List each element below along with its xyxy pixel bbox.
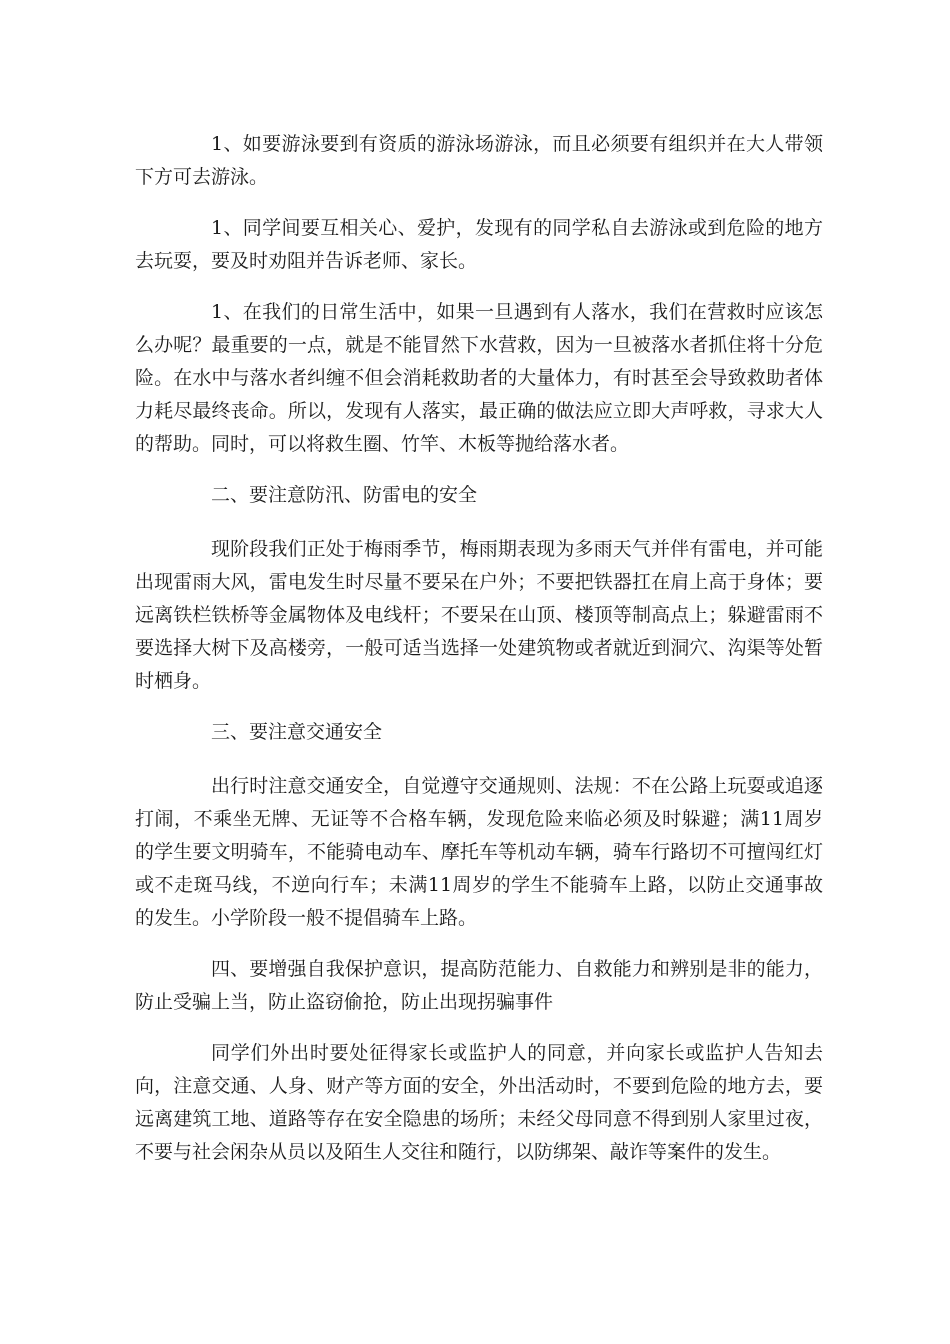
heading-traffic-safety: 三、要注意交通安全: [211, 721, 383, 743]
heading-flood-lightning-safety: 二、要注意防汛、防雷电的安全: [211, 484, 478, 506]
paragraph-swimming-rule: 1、如要游泳要到有资质的游泳场游泳，而且必须要有组织并在大人带领下方可去游泳。: [135, 133, 823, 188]
paragraph-peer-care: 1、同学间要互相关心、爱护，发现有的同学私自去游泳或到危险的地方去玩耍，要及时劝阻并告诉老师、家长。: [135, 217, 823, 272]
document-page: [135, 128, 823, 1187]
paragraph-traffic-rules: 出行时注意交通安全，自觉遵守交通规则、法规：不在公路上玩耍或追逐打闹，不乘坐无牌、无证等不合格车辆，发现危险来临必须及时躲避；满11周岁的学生要文明骑车，不能骑电动车、摩托车等机动车辆，骑车行路切不可擅闯红灯或不走斑马线，不逆向行车；未满11周岁的学生不能骑车上路，以防止交通事故的发生。小学阶段一般不提倡骑车上路。: [135, 775, 823, 929]
paragraph-rainy-season: 现阶段我们正处于梅雨季节，梅雨期表现为多雨天气并伴有雷电，并可能出现雷雨大风，雷电发生时尽量不要呆在户外；不要把铁器扛在肩上高于身体；要远离铁栏铁桥等金属物体及电线杆；不要呆在山顶、楼顶等制高点上；躲避雷雨不要选择大树下及高楼旁，一般可适当选择一处建筑物或者就近到洞穴、沟渠等处暂时栖身。: [135, 538, 823, 692]
paragraph-drowning-rescue: 1、在我们的日常生活中，如果一旦遇到有人落水，我们在营救时应该怎么办呢？最重要的一点，就是不能冒然下水营救，因为一旦被落水者抓住将十分危险。在水中与落水者纠缠不但会消耗救助者的大量体力，有时甚至会导致救助者体力耗尽最终丧命。所以，发现有人落实，最正确的做法应立即大声呼救，寻求大人的帮助。同时，可以将救生圈、竹竿、木板等抛给落水者。: [135, 301, 823, 455]
heading-self-protection: 四、要增强自我保护意识，提高防范能力、自救能力和辨别是非的能力，防止受骗上当，防止盗窃偷抢，防止出现拐骗事件: [135, 958, 823, 1013]
paragraph-going-out: 同学们外出时要处征得家长或监护人的同意，并向家长或监护人告知去向，注意交通、人身、财产等方面的安全，外出活动时，不要到危险的地方去，要远离建筑工地、道路等存在安全隐患的场所；未经父母同意不得到别人家里过夜，不要与社会闲杂从员以及陌生人交往和随行，以防绑架、敲诈等案件的发生。: [135, 1042, 823, 1163]
